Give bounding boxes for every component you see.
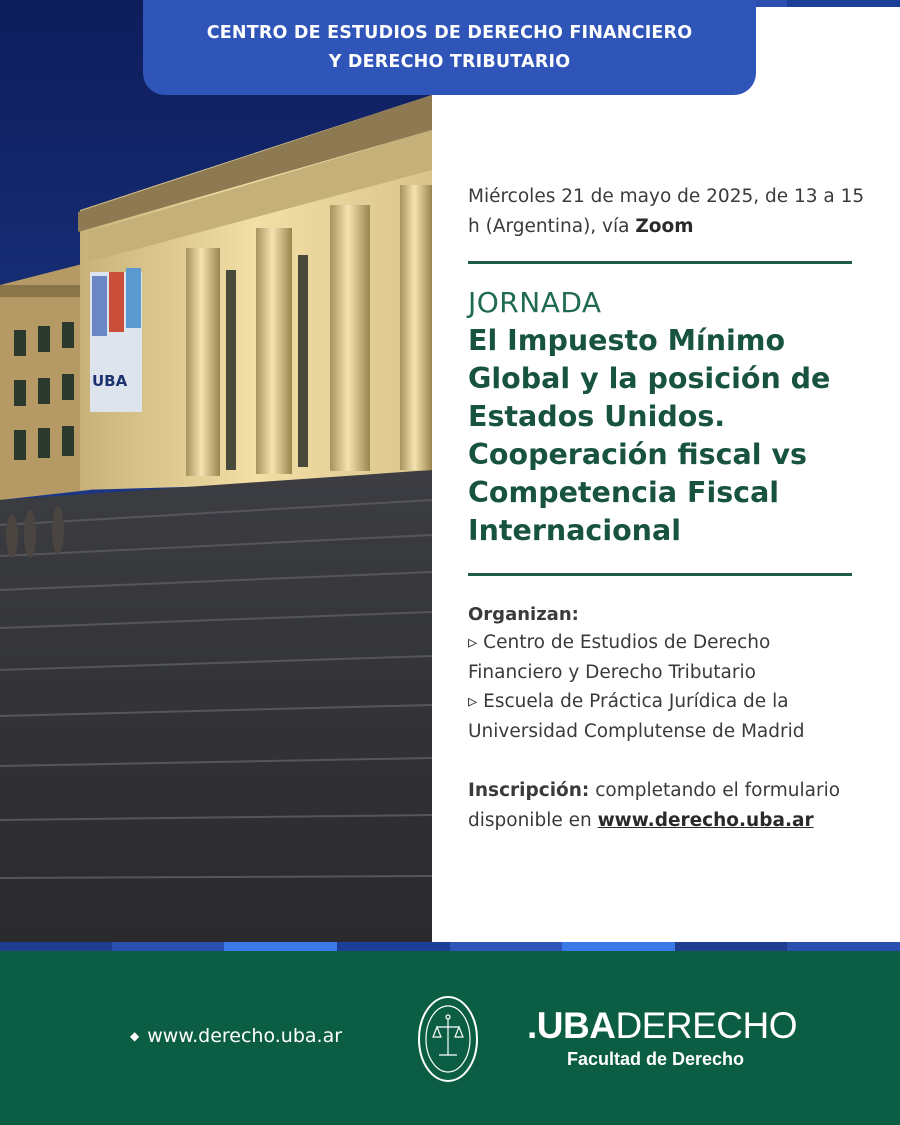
registration-text: completando el formulario disponible en [468,780,841,831]
header-line-1: CENTRO DE ESTUDIOS DE DERECHO FINANCIERO [206,22,693,43]
brand-prefix: .UBA [527,1005,616,1046]
svg-text:UBA: UBA [92,372,128,390]
diamond-icon: ◆ [130,1029,140,1043]
divider-top [468,261,852,264]
organizer-item: ▹ Centro de Estudios de Derecho Financiero y Derecho Tributario [468,632,771,683]
organizer-item: ▹ Escuela de Práctica Jurídica de la Universidad Complutense de Madrid [468,691,805,742]
building-photo [0,0,432,942]
event-date [468,182,868,242]
organizers-heading: Organizan: [468,604,579,625]
event-platform: Zoom [635,216,694,237]
registration-link[interactable]: www.derecho.uba.ar [597,810,814,831]
footer-url-text: www.derecho.uba.ar [147,1025,343,1047]
header-line-2: Y DERECHO TRIBUTARIO [328,51,571,72]
faculty-seal-icon [417,995,479,1083]
header-banner [143,0,756,95]
event-date-text: Miércoles 21 de mayo de 2025, de 13 a 15 h (Argentina), vía [468,186,865,237]
brand-suffix: DERECHO [615,1005,797,1046]
event-kind: JORNADA [468,286,602,319]
brand-subtitle: Facultad de Derecho [567,1049,745,1069]
registration-info [468,776,878,836]
footer-url[interactable] [130,1024,342,1048]
event-title: El Impuesto Mínimo Global y la posición de Estados Unidos. Cooperación fiscal vs Competencia Fiscal Internacional [468,324,831,547]
brand-logo [527,1006,797,1070]
bottom-color-strip [0,942,900,951]
divider-bottom [468,573,852,576]
registration-label: Inscripción: [468,780,590,801]
